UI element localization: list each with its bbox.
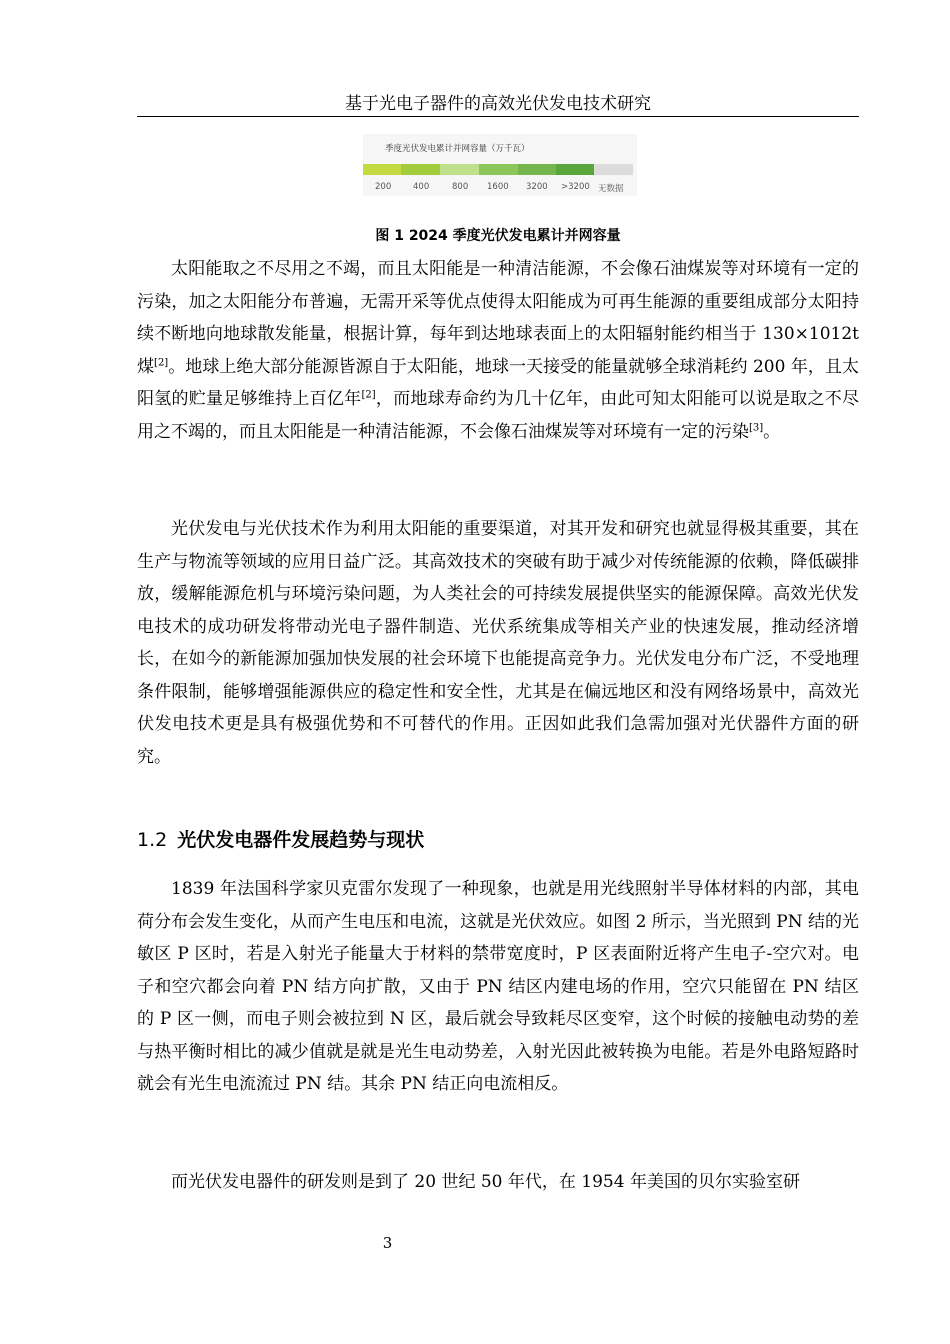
legend-swatch-3200 [518,164,556,175]
map-legend-figure [363,134,637,196]
legend-swatch-800 [440,164,479,175]
paragraph-1-text-a: 太阳能取之不尽用之不竭，而且太阳能是一种清洁能源，不会像石油煤炭等对环境有一定的污染，加之太阳能分布普遍，无需开采等优点使得太阳能成为可再生能源的重要组成部分太阳持续不断地向地球散发能量，根据计算，每年到达地球表面上的太阳辐射能约相当于 130×1012t 煤 [137,259,859,377]
citation-ref: [2] [361,389,376,401]
legend-swatch-200 [363,164,401,175]
paragraph-1-text-c: ，而地球寿命约为几十亿年，由此可知太阳能可以说是取之不尽用之不竭的，而且太阳能是一种清洁能源，不会像石油煤炭等对环境有一定的污染 [137,389,860,442]
running-header: 基于光电子器件的高效光伏发电技术研究 [345,94,651,114]
paragraph-4: 而光伏发电器件的研发则是到了 20 世纪 50 年代，在 1954 年美国的贝尔实验室研 [171,1172,800,1192]
paragraph-1 [137,253,859,448]
paragraph-1-text-b: 。地球上绝大部分能源皆源自于太阳能，地球一天接受的能量就够全球消耗约 200 年，且太阳氢的贮量足够维持上百亿年 [137,356,859,409]
legend-label-over-3200: >3200 [561,182,590,192]
citation-ref: [3] [749,421,764,433]
legend-label-400: 400 [413,182,430,192]
section-number: 1.2 [137,829,168,851]
legend-swatch-1600 [479,164,518,175]
paragraph-2: 光伏发电与光伏技术作为利用太阳能的重要渠道，对其开发和研究也就显得极其重要，其在生产与物流等领域的应用日益广泛。其高效技术的突破有助于减少对传统能源的依赖，降低碳排放，缓解能源危机与环境污染问题，为人类社会的可持续发展提供坚实的能源保障。高效光伏发电技术的成功研发将带动光电子器件制造、光伏系统集成等相关产业的快速发展，推动经济增长，在如今的新能源加强加快发展的社会环境下也能提高竞争力。光伏发电分布广泛，不受地理条件限制，能够增强能源供应的稳定性和安全性，尤其是在偏远地区和没有网络场景中，高效光伏发电技术更是具有极强优势和不可替代的作用。正因如此我们急需加强对光伏器件方面的研究。 [137,519,859,767]
page-number: 3 [382,1234,393,1252]
citation-ref: [2] [154,356,169,368]
legend-title: 季度光伏发电累计并网容量（万千瓦） [385,144,530,154]
paragraph-3: 1839 年法国科学家贝克雷尔发现了一种现象，也就是用光线照射半导体材料的内部，其电荷分布会发生变化，从而产生电压和电流，这就是光伏效应。如图 2 所示，当光照到 PN 结的光敏区 P 区时，若是入射光子能量大于材料的禁带宽度时，P 区表面附近将产生电子-空穴对。电子和空穴都会向着 PN 结方向扩散，又由于 PN 结区内建电场的作用，空穴只能留在 PN 结区的 P 区一侧，而电子则会被拉到 N 区，最后就会导致耗尽区变窄，这个时候的接触电动势的差与热平衡时相比的减少值就是就是光生电动势差，入射光因此被转换为电能。若是外电路短路时就会有光生电流流过 PN 结。其余 PN 结正向电流相反。 [137,879,859,1094]
legend-label-no-data: 无数据 [598,184,624,194]
header-rule [137,116,859,117]
section-heading [137,826,424,854]
legend-swatch-400 [401,164,440,175]
legend-swatch-no-data [594,164,633,175]
legend-swatch-over-3200 [556,164,594,175]
legend-label-3200: 3200 [526,182,548,192]
paragraph-1-text-d: 。 [763,421,781,442]
legend-label-1600: 1600 [487,182,509,192]
section-title: 光伏发电器件发展趋势与现状 [177,829,425,851]
legend-label-200: 200 [375,182,392,192]
legend-label-800: 800 [452,182,469,192]
figure-caption: 图 1 2024 季度光伏发电累计并网容量 [375,228,621,244]
